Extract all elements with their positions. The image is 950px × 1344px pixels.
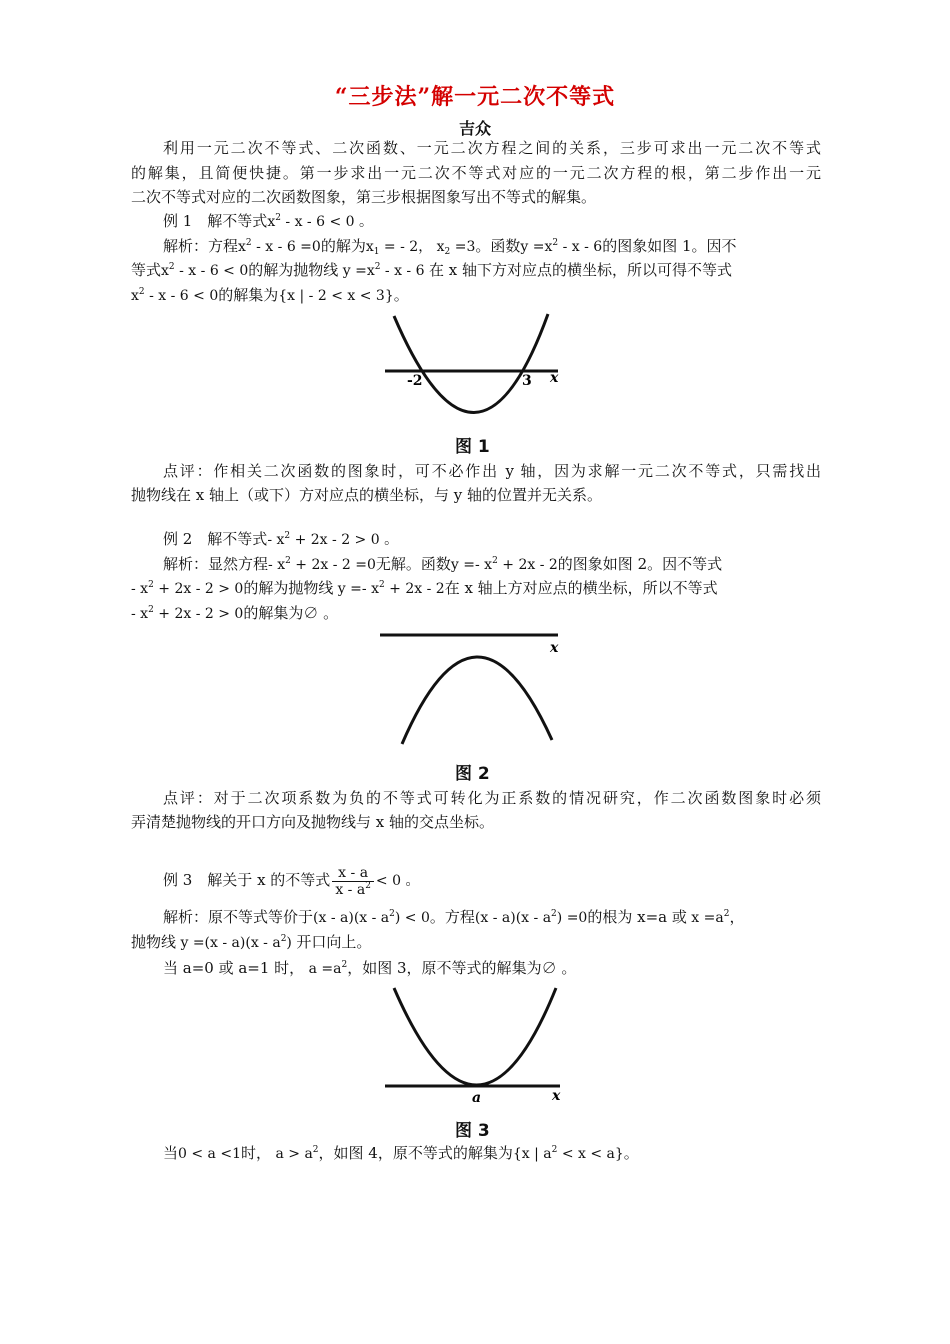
figure-2-caption: 图 2 — [455, 764, 490, 784]
fig1-x-axis-label: x — [550, 370, 559, 386]
intro-line-2: 的解集，且简便快捷。第一步求出一元二次不等式对应的一元二次方程的根，第二步作出一元 — [131, 164, 821, 182]
fig2-x-axis-label: x — [550, 640, 559, 656]
figure-1-caption: 图 1 — [455, 437, 490, 457]
ex2-comment-line-1: 点评：对于二次项系数为负的不等式可转化为正系数的情况研究，作二次函数图象时必须 — [163, 789, 821, 807]
figure-2-graph — [380, 628, 570, 750]
fig1-root-left-label: -2 — [407, 373, 423, 389]
intro-line-1: 利用一元二次不等式、二次函数、一元二次方程之间的关系，三步可求出一元二次不等式 — [163, 139, 821, 157]
ex1-comment-line-2: 抛物线在 x 轴上（或下）方对应点的横坐标，与 y 轴的位置并无关系。 — [131, 486, 603, 504]
page-title: “三步法”解一元二次不等式 — [334, 84, 616, 110]
figure-1-graph — [380, 310, 570, 420]
ex1-analysis-line-2: 等式$x^2 - x - 6 < 0$的解为抛物线 $y =x^2 - x - 6$ 在 x 轴下方对应点的横坐标，所以可得不等式 — [131, 261, 732, 279]
ex2-comment-line-2: 弄清楚抛物线的开口方向及抛物线与 x 轴的交点坐标。 — [131, 813, 494, 831]
ex3-analysis-line-2: 抛物线 $y =(x - a)(x - a^2)$ 开口向上。 — [131, 933, 372, 951]
author: 吉众 — [458, 119, 491, 138]
ex3-case-1: 当 a=0 或 a=1 时， $a =a^2$，如图 3，原不等式的解集为∅ 。 — [163, 959, 577, 977]
ex1-analysis-line-3: $x^2 - x - 6 < 0$的解集为{x | - 2 < x < 3}。 — [131, 286, 409, 304]
figure-3-caption: 图 3 — [455, 1121, 490, 1141]
ex2-statement: 例 2 解不等式- $x^2 + 2x - 2 > 0$ 。 — [163, 530, 399, 548]
ex1-analysis-line-1: 解析：方程$x^2 - x - 6 =0$的解为$x_1$ = - 2， $x_2 =3$。函数$y =x^2 - x - 6$的图象如图 1。因不 — [163, 237, 737, 257]
ex2-analysis-line-3: - $x^2 + 2x - 2 > 0$的解集为∅ 。 — [131, 604, 339, 622]
ex3-statement: 例 3 解关于 x 的不等式 $\frac{x - a}{x - a^2}$ < 0 。 — [163, 864, 420, 898]
fig3-x-axis-label: x — [552, 1088, 561, 1104]
figure-3-graph — [380, 982, 570, 1106]
ex1-statement: 例 1 解不等式$x^2 - x - 6 < 0$ 。 — [163, 212, 374, 230]
ex2-analysis-line-1: 解析：显然方程- $x^2 + 2x - 2 =0$无解。函数$y =- x^2 + 2x - 2$的图象如图 2。因不等式 — [163, 555, 723, 573]
ex3-fraction: $\frac{x - a}{x - a^2}$ — [332, 865, 374, 898]
ex2-analysis-line-2: - $x^2 + 2x - 2 > 0$的解为抛物线 $y =- x^2 + 2x - 2$在 x 轴上方对应点的横坐标，所以不等式 — [131, 579, 718, 597]
ex1-comment-line-1: 点评：作相关二次函数的图象时，可不必作出 y 轴，因为求解一元二次不等式，只需找出 — [163, 462, 821, 480]
intro-line-3: 二次不等式对应的二次函数图象，第三步根据图象写出不等式的解集。 — [131, 188, 597, 206]
ex3-analysis-line-1: 解析：原不等式等价于$(x - a)(x - a^2) < 0$。方程$(x - a)(x - a^2) =0$的根为 x=a 或 $x =a^2$， — [163, 908, 745, 926]
fig3-a-label: a — [472, 1090, 482, 1106]
fig1-root-right-label: 3 — [522, 373, 532, 389]
ex3-case-2: 当0 < a <1时， $a > a^2$，如图 4，原不等式的解集为{x | $a^2 < x < a$}。 — [163, 1144, 639, 1162]
